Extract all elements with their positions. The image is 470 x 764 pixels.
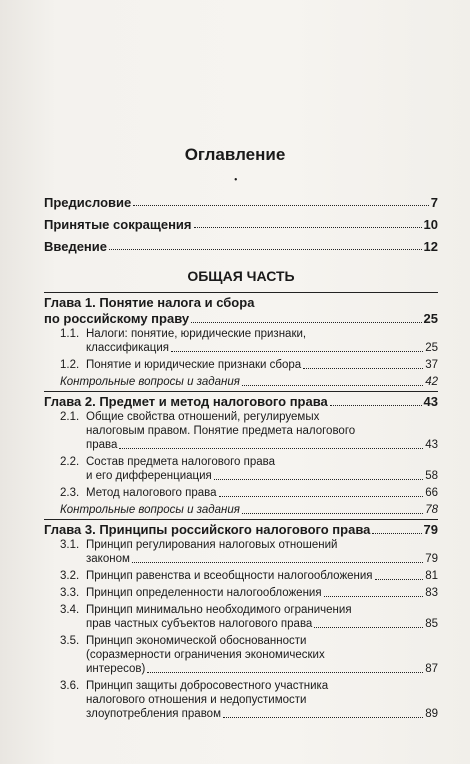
print-speck: • <box>234 175 238 186</box>
subsection-title-line: Принцип регулирования налоговых отношений <box>86 539 338 551</box>
entry-title: права <box>86 439 118 451</box>
page-number: 10 <box>423 217 438 232</box>
page-number: 7 <box>430 195 438 210</box>
page-number: 89 <box>425 708 438 720</box>
page-number: 37 <box>425 359 438 371</box>
entry-title: интересов) <box>86 663 146 675</box>
subsection-entry[interactable] <box>44 603 438 631</box>
dot-leader <box>119 447 423 449</box>
subsection-body <box>86 679 438 721</box>
subsection-body <box>86 603 438 631</box>
subsection-entry[interactable] <box>44 679 438 721</box>
subsection-title-line: (соразмерности ограничения экономических <box>86 649 325 661</box>
subsection-body <box>86 358 438 372</box>
subsection-body <box>86 538 438 566</box>
entry-title: Понятие и юридические признаки сбора <box>86 359 302 371</box>
subsection-body <box>86 455 438 483</box>
toc-entry-row[interactable] <box>60 375 438 389</box>
toc-entry-row[interactable] <box>86 617 438 631</box>
dot-leader <box>223 716 423 718</box>
entry-title: прав частных субъектов налогового права <box>86 618 313 630</box>
page-number: 83 <box>425 587 438 599</box>
entry-title: и его дифференциация <box>86 470 212 482</box>
dot-leader <box>324 595 424 597</box>
page-number: 25 <box>423 311 438 326</box>
toc-entry-row[interactable] <box>86 358 438 372</box>
subsection-number: 2.3. <box>60 487 80 499</box>
subsection-number: 3.6. <box>60 680 80 692</box>
review-questions-entry[interactable] <box>44 375 438 389</box>
chapters-list <box>44 292 438 721</box>
toc-entry-row[interactable] <box>44 394 438 410</box>
subsection-number: 3.1. <box>60 539 80 551</box>
toc-entry-row[interactable] <box>86 707 438 721</box>
subsection-entry[interactable] <box>44 486 438 500</box>
entry-title: злоупотребления правом <box>86 708 221 720</box>
front-matter-entry[interactable] <box>44 188 438 210</box>
page-number: 87 <box>425 663 438 675</box>
entry-title: Введение <box>44 239 107 254</box>
subsection-body <box>86 327 438 355</box>
toc-entry-row[interactable] <box>86 438 438 452</box>
page-number: 85 <box>425 618 438 630</box>
page-title: Оглавление <box>184 145 286 164</box>
subsection-body <box>86 586 438 600</box>
subsection-body <box>86 634 438 676</box>
front-matter <box>44 188 438 254</box>
subsection-entry[interactable] <box>44 569 438 583</box>
review-questions-entry[interactable] <box>44 503 438 517</box>
subsection-number: 3.4. <box>60 604 80 616</box>
subsection-title-line: налогового отношения и недопустимости <box>86 694 307 706</box>
toc-entry-row[interactable] <box>86 552 438 566</box>
subsection-entry[interactable] <box>44 586 438 600</box>
toc-entry-row[interactable] <box>86 569 438 583</box>
subsection-number: 2.2. <box>60 456 80 468</box>
dot-leader <box>214 478 423 480</box>
dot-leader <box>133 204 429 206</box>
dot-leader <box>242 384 423 386</box>
subsection-number: 3.5. <box>60 635 80 647</box>
entry-title: классификация <box>86 342 169 354</box>
dot-leader <box>330 404 422 406</box>
subsection-title-line: налоговым правом. Понятие предмета налогового <box>86 425 356 437</box>
dot-leader <box>171 350 423 352</box>
subsection-body <box>86 486 438 500</box>
chapter-heading[interactable] <box>44 292 438 327</box>
toc-entry-row[interactable] <box>86 469 438 483</box>
page-number: 43 <box>423 394 438 409</box>
dot-leader <box>191 321 421 323</box>
toc-entry-row[interactable] <box>44 311 438 327</box>
subsection-number: 2.1. <box>60 411 80 423</box>
subsection-title-line: Общие свойства отношений, регулируемых <box>86 411 320 423</box>
subsection-number: 3.2. <box>60 570 80 582</box>
subsection-number: 1.2. <box>60 359 80 371</box>
entry-title: Контрольные вопросы и задания <box>60 376 240 388</box>
entry-title: по российскому праву <box>44 311 190 326</box>
subsection-title-line: Принцип экономической обоснованности <box>86 635 307 647</box>
subsection-title-line: Налоги: понятие, юридические признаки, <box>86 328 307 340</box>
page-number: 43 <box>425 439 438 451</box>
subsection-number: 1.1. <box>60 328 80 340</box>
toc-entry-row[interactable] <box>86 662 438 676</box>
toc-entry-row[interactable] <box>86 341 438 355</box>
entry-title: Контрольные вопросы и задания <box>60 504 240 516</box>
subsection-entry[interactable] <box>44 358 438 372</box>
subsection-number: 3.3. <box>60 587 80 599</box>
chapter-heading[interactable] <box>44 519 438 538</box>
dot-leader <box>372 532 421 534</box>
entry-title: Принятые сокращения <box>44 217 192 232</box>
entry-title: Принцип равенства и всеобщности налогообложения <box>86 570 373 582</box>
subsection-title-line: Принцип защиты добросовестного участника <box>86 680 329 692</box>
dot-leader <box>303 367 423 369</box>
entry-title: Глава 3. Принципы российского налогового права <box>44 522 371 537</box>
table-of-contents <box>44 188 438 724</box>
subsection-entry[interactable] <box>44 327 438 355</box>
entry-title: Предисловие <box>44 195 132 210</box>
toc-entry-row[interactable] <box>86 486 438 500</box>
subsection-entry[interactable] <box>44 538 438 566</box>
subsection-body <box>86 569 438 583</box>
page-number: 79 <box>423 522 438 537</box>
dot-leader <box>242 512 423 514</box>
section-title: ОБЩАЯ ЧАСТЬ <box>187 268 295 284</box>
page-number: 79 <box>425 553 438 565</box>
page-number: 81 <box>425 570 438 582</box>
subsection-title-line: Состав предмета налогового права <box>86 456 276 468</box>
chapter-title-line: Глава 1. Понятие налога и сбора <box>44 295 255 310</box>
subsection-body <box>86 410 438 452</box>
toc-entry-row[interactable] <box>86 586 438 600</box>
subsection-title-line: Принцип минимально необходимого ограничения <box>86 604 352 616</box>
dot-leader <box>109 248 422 250</box>
dot-leader <box>132 561 423 563</box>
front-matter-entry[interactable] <box>44 210 438 232</box>
chapter-heading[interactable] <box>44 391 438 410</box>
toc-entry-row[interactable] <box>60 503 438 517</box>
page-number: 25 <box>425 342 438 354</box>
toc-entry-row[interactable] <box>44 522 438 538</box>
entry-title: законом <box>86 553 130 565</box>
entry-title: Принцип определенности налогообложения <box>86 587 322 599</box>
subsection-entry[interactable] <box>44 455 438 483</box>
front-matter-entry[interactable] <box>44 232 438 254</box>
dot-leader <box>194 226 422 228</box>
page-number: 12 <box>423 239 438 254</box>
page-number: 66 <box>425 487 438 499</box>
subsection-entry[interactable] <box>44 410 438 452</box>
dot-leader <box>147 671 423 673</box>
dot-leader <box>375 578 424 580</box>
entry-title: Глава 2. Предмет и метод налогового права <box>44 394 328 409</box>
subsection-entry[interactable] <box>44 634 438 676</box>
page-number: 78 <box>425 504 438 516</box>
dot-leader <box>219 495 424 497</box>
page-number: 58 <box>425 470 438 482</box>
dot-leader <box>314 626 423 628</box>
page-number: 42 <box>425 376 438 388</box>
entry-title: Метод налогового права <box>86 487 217 499</box>
